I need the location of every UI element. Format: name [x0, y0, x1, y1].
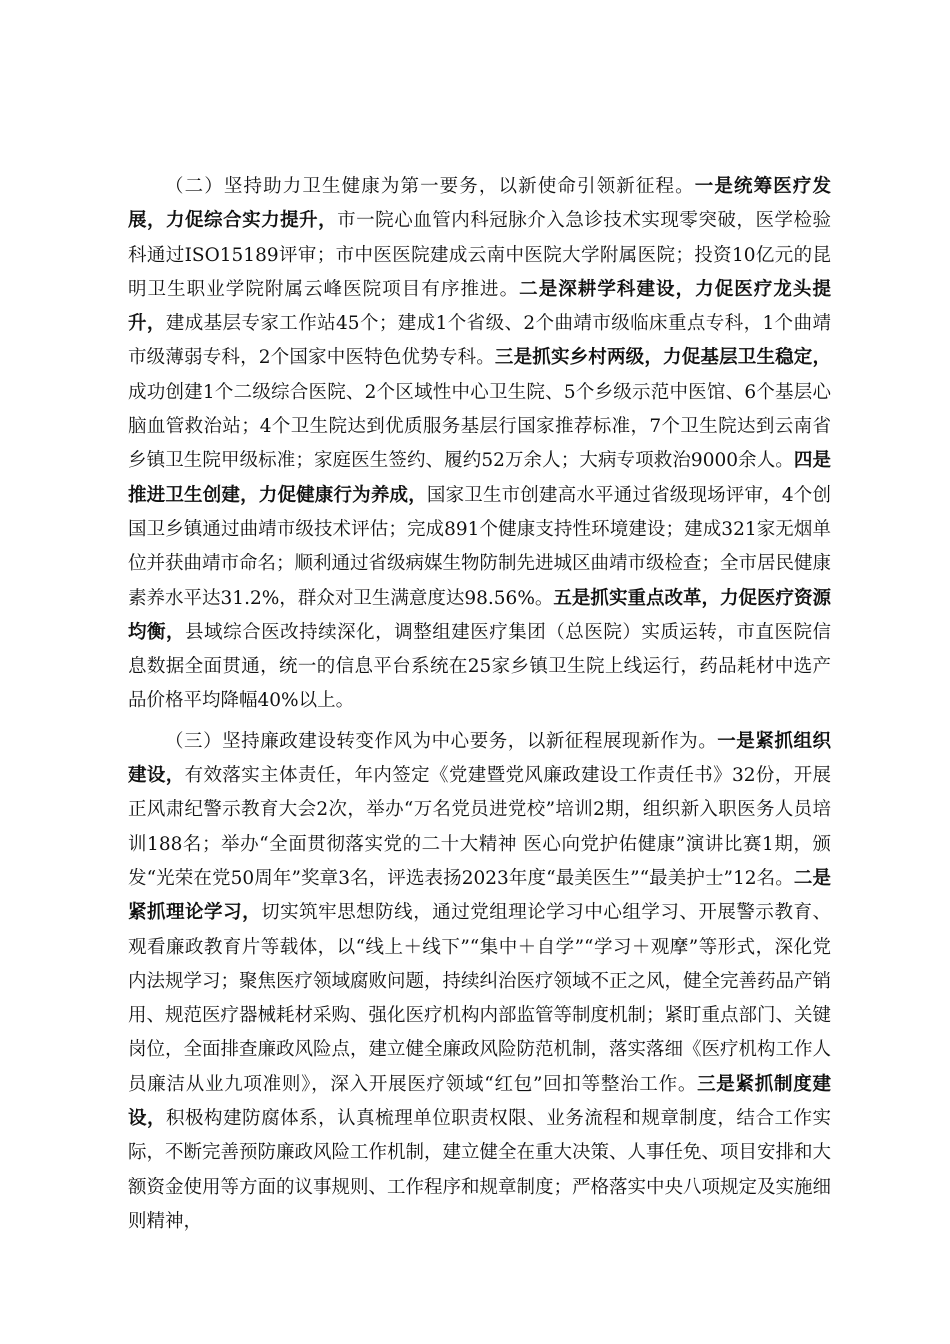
- point-1-heading: 一是统筹医疗发展，力促综合实力提升，: [128, 176, 831, 232]
- paragraph-health-work: [128, 170, 831, 719]
- section-heading-3: （三）坚持廉政建设转变作风为中心要务，以新征程展现新作为。: [165, 730, 718, 752]
- integrity-point-1-heading: 一是紧抓组织建设，: [128, 730, 831, 787]
- point-1-text: 市一院心血管内科冠脉介入急诊技术实现零突破，医学检验科通过ISO15189评审；市中医医院建成云南中医院大学附属医院；投资10亿元的昆明卫生职业学院附属云峰医院项目有序推进。: [128, 210, 831, 300]
- point-5-text: 县域综合医改持续深化，调整组建医疗集团（总医院）实质运转，市直医院信息数据全面贯通，统一的信息平台系统在25家乡镇卫生院上线运行，药品耗材中选产品价格平均降幅40%以上。: [128, 621, 831, 712]
- point-3-text: 成功创建1个二级综合医院、2个区域性中心卫生院、5个乡级示范中医馆、6个基层心脑血管救治站；4个卫生院达到优质服务基层行国家推荐标准，7个卫生院达到云南省乡镇卫生院甲级标准；家庭医生签约、履约52万余人；大病专项救治9000余人。: [128, 381, 831, 472]
- integrity-point-2-heading: 二是紧抓理论学习，: [128, 867, 831, 924]
- integrity-point-1-text: 有效落实主体责任，年内签定《党建暨党风廉政建设工作责任书》32份，开展正风肃纪警示教育大会2次，举办“万名党员进党校”培训2期，组织新入职医务人员培训188名；举办“全面贯彻落实党的二十大精神 医心向党护佑健康”演讲比赛1期，颁发“光荣在党50周年”奖章3名，评选表扬2023年度“最美医生”“最美护士”12名。: [128, 765, 831, 889]
- integrity-point-3-heading: 三是紧抓制度建设，: [128, 1073, 831, 1130]
- paragraph-integrity-work: [128, 725, 831, 1239]
- point-4-heading: 四是推进卫生创建，力促健康行为养成，: [128, 450, 831, 506]
- section-heading-2: （二）坚持助力卫生健康为第一要务，以新使命引领新征程。: [165, 176, 695, 197]
- point-2-text: 建成基层专家工作站45个；建成1个省级、2个曲靖市级临床重点专科，1个曲靖市级薄弱专科，2个国家中医特色优势专科。: [128, 313, 831, 369]
- point-2-heading: 二是深耕学科建设，力促医疗龙头提升，: [128, 278, 831, 335]
- integrity-point-3-text: 积极构建防腐体系，认真梳理单位职责权限、业务流程和规章制度，结合工作实际，不断完善预防廉政风险工作机制，建立健全在重大决策、人事任免、项目安排和大额资金使用等方面的议事规则、工作程序和规章制度；严格落实中央八项规定及实施细则精神，: [128, 1108, 832, 1232]
- point-4-text: 国家卫生市创建高水平通过省级现场评审，4个创国卫乡镇通过曲靖市级技术评估；完成891个健康支持性环境建设；建成321家无烟单位并获曲靖市命名；顺利通过省级病媒生物防制先进城区曲靖市级检查；全市居民健康素养水平达31.2%，群众对卫生满意度达98.56%。: [128, 484, 832, 609]
- document-body: [128, 170, 831, 1239]
- point-5-heading: 五是抓实重点改革，力促医疗资源均衡，: [128, 587, 831, 643]
- point-3-heading: 三是抓实乡村两级，力促基层卫生稳定，: [494, 347, 831, 369]
- integrity-point-2-text: 切实筑牢思想防线，通过党组理论学习中心组学习、开展警示教育、观看廉政教育片等载体，以“线上＋线下”“集中＋自学”“学习＋观摩”等形式，深化党内法规学习；聚焦医疗领域腐败问题，持续纠治医疗领域不正之风，健全完善药品产销用、规范医疗器械耗材采购、强化医疗机构内部监管等制度机制；紧盯重点部门、关键岗位，全面排查廉政风险点，建立健全廉政风险防范机制，落实落细《医疗机构工作人员廉洁从业九项准则》，深入开展医疗领域“红包”回扣等整治工作。: [128, 902, 832, 1095]
